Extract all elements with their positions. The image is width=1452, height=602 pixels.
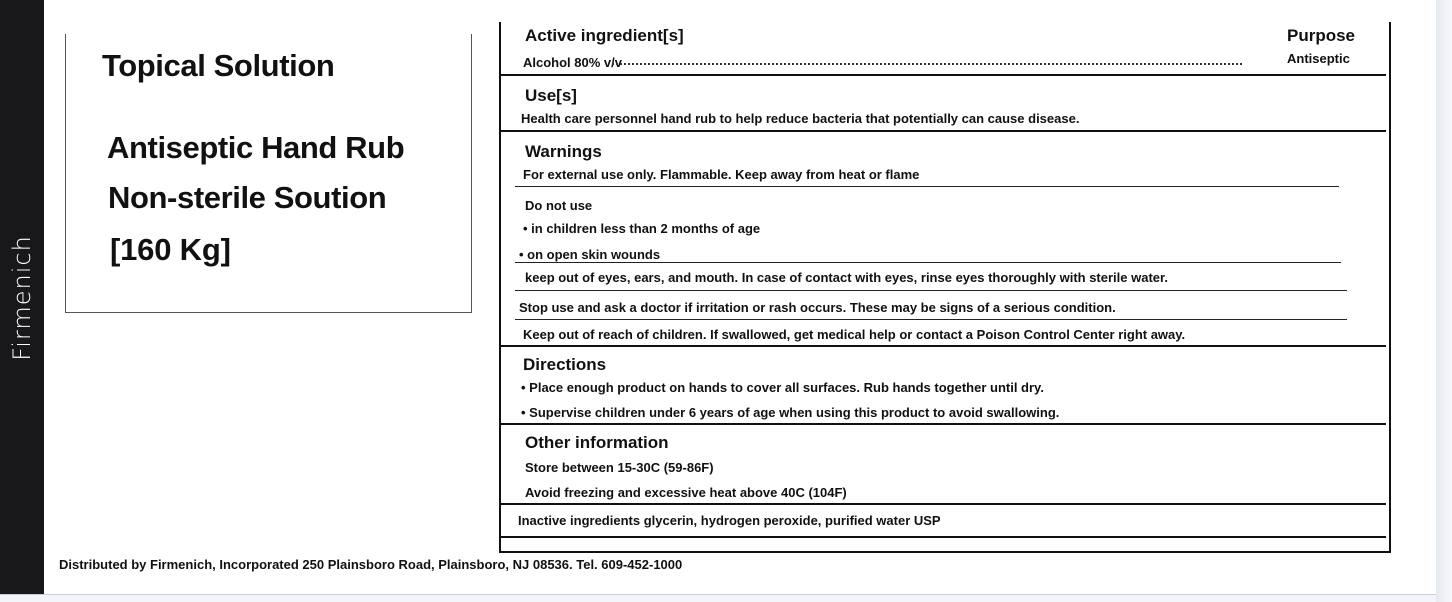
subsection-divider (515, 262, 1341, 263)
dot-leader (612, 55, 1242, 65)
uses-heading: Use[s] (525, 86, 577, 105)
do-not-use-heading: Do not use (525, 198, 593, 213)
purpose-value: Antiseptic (1287, 51, 1350, 66)
stop-use-warning: Stop use and ask a doctor if irritation or rash occurs. These may be signs of a serious condition. (519, 300, 1116, 315)
brand-band (0, 0, 44, 594)
directions-heading: Directions (523, 355, 607, 374)
section-divider (501, 345, 1386, 347)
distributor-line: Distributed by Firmenich, Incorporated 250 Plainsboro Road, Plainsboro, NJ 08536. Tel. 609-452-1000 (59, 557, 683, 572)
do-not-use-item: • on open skin wounds (519, 247, 661, 262)
purpose-heading: Purpose (1287, 26, 1356, 45)
section-divider (501, 74, 1386, 76)
subsection-divider (515, 319, 1347, 320)
inactive-ingredients: Inactive ingredients glycerin, hydrogen peroxide, purified water USP (518, 513, 941, 528)
section-divider (501, 423, 1386, 425)
brand-logo: Firmenich (8, 235, 36, 361)
product-box (65, 34, 472, 313)
directions-item: • Place enough product on hands to cover all surfaces. Rub hands together until dry. (521, 380, 1044, 395)
section-divider (501, 130, 1386, 132)
active-ingredient-heading: Active ingredient[s] (525, 26, 684, 45)
other-information-heading: Other information (525, 433, 669, 452)
other-information-item: Avoid freezing and excessive heat above 40C (104F) (525, 485, 847, 500)
keep-out-of-reach: Keep out of reach of children. If swallowed, get medical help or contact a Poison Control Center right away. (523, 327, 1186, 342)
other-information-item: Store between 15-30C (59-86F) (525, 460, 714, 475)
subsection-divider (515, 290, 1347, 291)
warnings-heading: Warnings (525, 142, 602, 161)
drug-facts-panel (499, 22, 1391, 553)
active-ingredient: Alcohol 80% v/v (523, 55, 622, 70)
warnings-text: For external use only. Flammable. Keep away from heat or flame (523, 167, 920, 182)
subsection-divider (515, 186, 1339, 187)
directions-item: • Supervise children under 6 years of age when using this product to avoid swallowing. (521, 405, 1060, 420)
product-type: Non-sterile Soution (108, 180, 387, 215)
product-name: Antiseptic Hand Rub (107, 130, 405, 165)
product-title: Topical Solution (102, 48, 335, 83)
section-divider (501, 536, 1386, 538)
eyes-warning: keep out of eyes, ears, and mouth. In case of contact with eyes, rinse eyes thoroughly with sterile water. (525, 270, 1168, 285)
sheet-edge (1436, 0, 1452, 602)
uses-text: Health care personnel hand rub to help reduce bacteria that potentially can cause disease. (521, 111, 1080, 126)
product-quantity: [160 Kg] (110, 232, 231, 267)
do-not-use-item: • in children less than 2 months of age (523, 221, 761, 236)
section-divider (501, 503, 1386, 505)
